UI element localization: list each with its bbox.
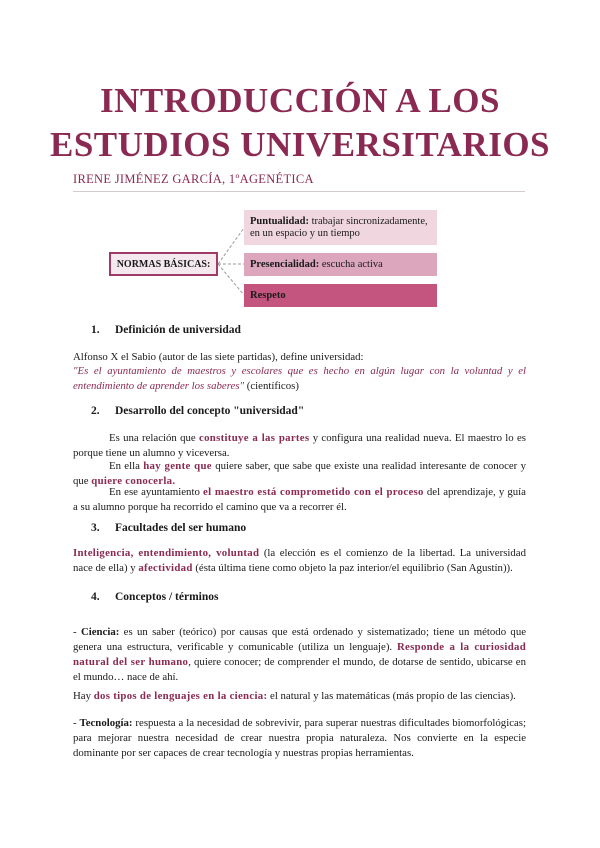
- text: Hay: [73, 690, 94, 702]
- s4-tecnologia-paragraph: [73, 716, 526, 761]
- highlight: constituye a las partes: [199, 432, 310, 444]
- s2-paragraph-1: [73, 431, 526, 461]
- diagram-item-respeto: Respeto: [244, 284, 437, 307]
- text: el natural y las matemáticas (más propio de las ciencias).: [267, 690, 516, 702]
- connector-top: [218, 228, 244, 264]
- section-number: 1.: [91, 324, 100, 336]
- highlight: hay gente que: [143, 460, 212, 472]
- text: Es una relación que: [109, 432, 199, 444]
- section-heading-4: [91, 591, 219, 603]
- text: del aprendizaje, y guía a su alumno porque ha recorrido el camino que va a recorrer él.: [73, 486, 526, 513]
- title-line-2: ESTUDIOS UNIVERSITARIOS: [49, 125, 551, 164]
- item-label: Puntualidad:: [250, 215, 309, 227]
- text: , quiere conocer; de comprender el mundo, de dotarse de sentido, ubicarse en el mundo… nace de ahí.: [73, 656, 526, 683]
- title-line-1: INTRODUCCIÓN A LOS: [100, 81, 500, 120]
- item-text: escucha activa: [319, 259, 383, 270]
- section-number: 2.: [91, 405, 100, 417]
- section-heading-2: [91, 405, 304, 417]
- section-number: 4.: [91, 591, 100, 603]
- dash: -: [73, 717, 80, 729]
- highlight: dos tipos de lenguajes en la ciencia:: [93, 690, 268, 702]
- section-title: Desarrollo del concepto "universidad": [115, 405, 305, 417]
- term: Ciencia:: [80, 626, 120, 638]
- diagram-root-box: NORMAS BÁSICAS:: [109, 252, 218, 276]
- quote: "Es el ayuntamiento de maestros y escolares que es hecho en algún lugar con la voluntad y el entendimiento de aprender los saberes": [73, 365, 526, 392]
- s1-intro: Alfonso X el Sabio (autor de las siete partidas), define universidad:: [73, 351, 364, 363]
- text: respuesta a la necesidad de sobrevivir, para superar nuestras dificultades biomorfológicas; para mejorar nuestra necesidad de crear nuestra propia naturaleza. Nos convierte en la especie dominante por ser capaces de crear tecnología y nuestras propias herramientas.: [73, 717, 526, 759]
- section-title: Definición de universidad: [115, 324, 241, 336]
- dash: -: [73, 626, 81, 638]
- s2-paragraph-3: [73, 485, 526, 515]
- highlight: quiere conocerla.: [91, 475, 176, 487]
- diagram-item-presencialidad: [244, 253, 437, 276]
- highlight: Responde a la curiosidad natural del ser humano: [73, 641, 526, 668]
- s3-paragraph: [73, 546, 526, 576]
- section-number: 3.: [91, 522, 100, 534]
- s4-lenguajes-paragraph: [73, 689, 526, 704]
- highlight: Inteligencia, entendimiento, voluntad: [73, 547, 260, 559]
- text: (la elección es el comienzo de la libertad. La universidad nace de ella) y: [73, 547, 526, 574]
- s1-quote-paragraph: [73, 364, 526, 394]
- author-line: IRENE JIMÉNEZ GARCÍA, 1ºAGENÉTICA: [73, 172, 314, 186]
- connector-bottom: [218, 264, 244, 295]
- section-heading-3: [91, 522, 246, 534]
- term: Tecnología:: [79, 717, 133, 729]
- highlight: el maestro está comprometido con el proceso: [203, 486, 424, 498]
- section-heading-1: [91, 324, 241, 336]
- item-text: trabajar sincronizadamente, en un espacio y un tiempo: [250, 215, 428, 239]
- diagram-item-puntualidad: [244, 210, 437, 245]
- divider: [73, 191, 525, 192]
- text: (ésta última tiene como objeto la paz interior/el equilibrio (San Agustín)).: [192, 562, 513, 574]
- quote-tail: (científicos): [244, 380, 299, 392]
- section-title: Conceptos / términos: [115, 591, 219, 603]
- section-title: Facultades del ser humano: [115, 522, 247, 534]
- text: es un saber (teórico) por causas que está ordenado y sistematizado; tiene un método que genera una estructura, verificable y comunicable (utiliza un lenguaje).: [73, 626, 527, 653]
- text: En ese ayuntamiento: [109, 486, 204, 498]
- text: quiere saber, que sabe que existe una realidad interesante de conocer y que: [73, 460, 526, 487]
- s4-ciencia-paragraph: [73, 625, 526, 685]
- text: En ella: [109, 460, 144, 472]
- highlight: afectividad: [138, 562, 193, 574]
- text: y configura una realidad nueva. El maestro lo es porque tiene un alumno y viceversa.: [73, 432, 526, 459]
- item-label: Presencialidad:: [250, 259, 320, 270]
